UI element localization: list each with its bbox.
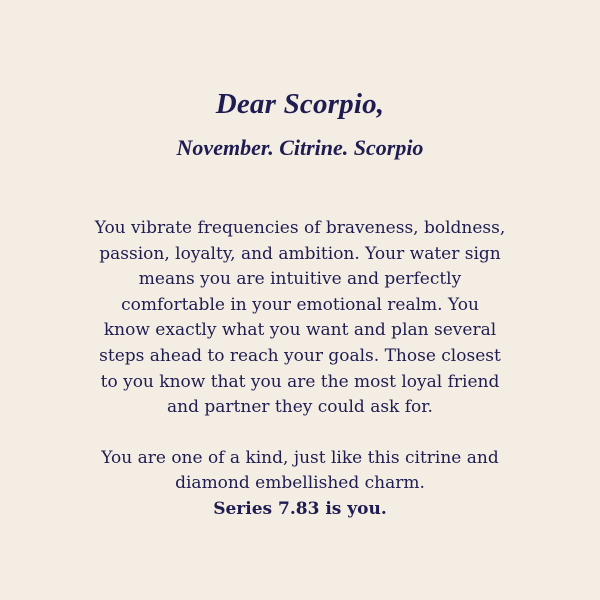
paragraph-line: to you know that you are the most loyal friend xyxy=(100,371,500,392)
paragraph-line: You vibrate frequencies of braveness, boldness, xyxy=(94,218,506,238)
subtitle: November. Citrine. Scorpio xyxy=(176,135,424,160)
paragraph-line: steps ahead to reach your goals. Those closest xyxy=(99,345,501,366)
paragraph-line: and partner they could ask for. xyxy=(167,397,433,418)
signature-line: Series 7.83 is you. xyxy=(213,498,387,519)
paragraph-2 xyxy=(80,446,520,523)
paragraph-spacer xyxy=(80,421,520,446)
message-body xyxy=(80,216,520,523)
paragraph-line: know exactly what you want and plan several xyxy=(103,320,497,341)
paragraph-line: means you are intuitive and perfectly xyxy=(138,269,462,290)
paragraph-line: comfortable in your emotional realm. You xyxy=(121,294,479,315)
paragraph-line: You are one of a kind, just like this citrine and xyxy=(101,447,499,468)
paragraph-1 xyxy=(80,216,520,421)
paragraph-line: diamond embellished charm. xyxy=(175,473,425,494)
paragraph-line: passion, loyalty, and ambition. Your water sign xyxy=(99,243,501,264)
salutation-heading: Dear Scorpio, xyxy=(215,88,385,120)
